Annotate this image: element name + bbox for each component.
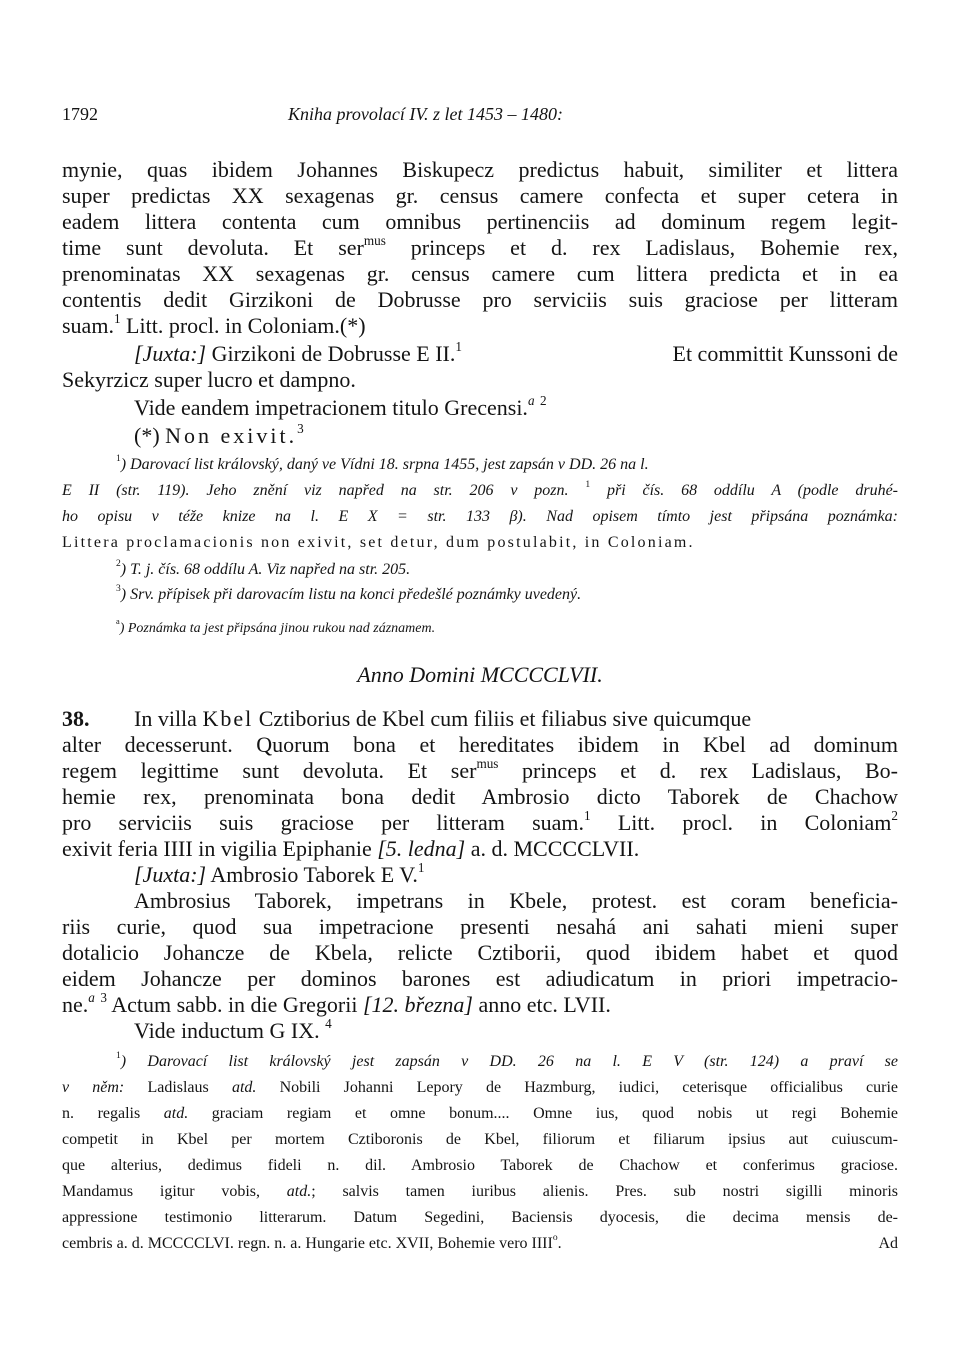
text-line: dotalicio Johancze de Kbela, relicte Cztiborii, quod ibidem habet et quod [62, 940, 898, 965]
text-line: exivit feria IIII in vigilia Epiphanie [5. ledna] a. d. MCCCCLVII. [62, 836, 640, 861]
text-line: time sunt devoluta. Et ser$^{mus}$ princeps et d. rex Ladislaus, Bohemie rex, [62, 232, 898, 260]
text-line: 38. In villa Kbel Cztiborius de Kbel cum filiis et filiabus sive quicumque [62, 706, 752, 731]
footnote: E II (str. 119). Jeho znění viz napřed na str. 206 v pozn. $^1$ při čís. 68 oddílu A (podle druhé- [62, 478, 899, 499]
text-line: pro serviciis suis graciose per litteram suam.$^1$ Litt. procl. in Coloniam$^2$ [62, 807, 898, 835]
footnote: competit in Kbel per mortem Cztiboronis de Kbel, filiorum et filiarum ipsius aut cuiuscum- [62, 1131, 898, 1148]
text-line: contentis dedit Girzikoni de Dobrusse pro serviciis suis graciose per litteram [62, 287, 898, 312]
footnote: cembris a. d. MCCCCLVI. regn. n. a. Hungarie etc. XVII, Bohemie vero IIII$^o$. Ad [62, 1231, 898, 1252]
footnote: $^1$) Darovací list královský, daný ve Vídni 18. srpna 1455, jest zapsán v DD. 26 na l. [116, 452, 649, 473]
text-line: Ambrosius Taborek, impetrans in Kbele, protest. est coram beneficia- [134, 888, 898, 913]
text-line: ne.$^a$ $^3$ Actum sabb. in die Gregorii [12. března] anno etc. LVII. [62, 989, 611, 1017]
footnote: ho opisu v téže knize na l. E X = str. 133 β). Nad opisem tímto jest připsána poznámka: [62, 508, 898, 525]
text-line: [Juxta:] Girzikoni de Dobrusse E II.$^1$ Et committit Kunssoni de [134, 338, 898, 366]
running-title: Kniha provolací IV. z let 1453 – 1480: [288, 104, 563, 124]
page-number: 1792 [62, 104, 98, 124]
footnote: n. regalis atd. graciam regiam et omne bonum.... Omne ius, quod nobis ut regi Bohemie [62, 1105, 898, 1122]
text-line: Vide eandem impetracionem titulo Grecensi.$^a$ $^2$ [134, 392, 547, 420]
text-line: Vide inductum G IX. $^4$ [134, 1015, 332, 1043]
footnote: $^3$) Srv. přípisek při darovacím listu na konci předešlé poznámky uvedený. [116, 582, 582, 603]
footnote: $^1$) Darovací list královský jest zapsán v DD. 26 na l. E V (str. 124) a praví se [116, 1049, 898, 1070]
page-header [62, 104, 898, 130]
footnote: que alterius, dedimus fideli n. dil. Ambrosio Taborek de Chachow et conferimus graciose. [62, 1157, 898, 1174]
section-heading: Anno Domini MCCCCLVII. [357, 662, 603, 687]
footnote: appressione testimonio litterarum. Datum Segedini, Baciensis dyocesis, die decima mensis de- [62, 1209, 898, 1226]
text-line: regem legittime sunt devoluta. Et ser$^{mus}$ princeps et d. rex Ladislaus, Bo- [62, 755, 898, 783]
text-line: [Juxta:] Ambrosio Taborek E V.$^1$ [134, 859, 425, 887]
text-line: suam.$^1$ Litt. procl. in Coloniam.(*) [62, 310, 366, 338]
entry-number: 38. [62, 706, 90, 731]
footnote: Littera proclamacionis non exivit, set detur, dum postulabit, in Coloniam. [62, 534, 695, 551]
text-line: Sekyrzicz super lucro et dampno. [62, 367, 356, 392]
text-line: super predictas XX sexagenas gr. census camere confecta et super cetera in [62, 183, 898, 208]
text-line: alter decesserunt. Quorum bona et hereditates ibidem in Kbel ad dominum [62, 732, 898, 757]
footnote: $^2$) T. j. čís. 68 oddílu A. Viz napřed na str. 205. [116, 557, 411, 578]
text-line: riis curie, quod sua impetracione presenti nesahá ani sahati mieni super [62, 914, 898, 939]
text-line: (*) Non exivit.$^3$ [134, 420, 304, 448]
text-line: prenominatas XX sexagenas gr. census camere cum littera predicta et in ea [62, 261, 898, 286]
text-line: eidem Johancze per dominos barones est adiudicatum in priori impetracio- [62, 966, 898, 991]
footnote: Mandamus igitur vobis, atd.; salvis tamen iuribus alienis. Pres. sub nostri sigilli minoris [62, 1183, 899, 1200]
text-line: mynie, quas ibidem Johannes Biskupecz predictus habuit, similiter et littera [62, 157, 898, 182]
text-line: eadem littera contenta cum omnibus pertinenciis ad dominum regem legit- [62, 209, 898, 234]
footnote: v něm: Ladislaus atd. Nobili Johanni Lepory de Hazmburg, iudici, ceterisque officialibus curie [62, 1079, 898, 1096]
footnote: $^a$) Poznámka ta jest připsána jinou rukou nad záznamem. [116, 617, 436, 636]
text-line: hemie rex, prenominata bona dedit Ambrosio dicto Taborek de Chachow [62, 784, 898, 809]
